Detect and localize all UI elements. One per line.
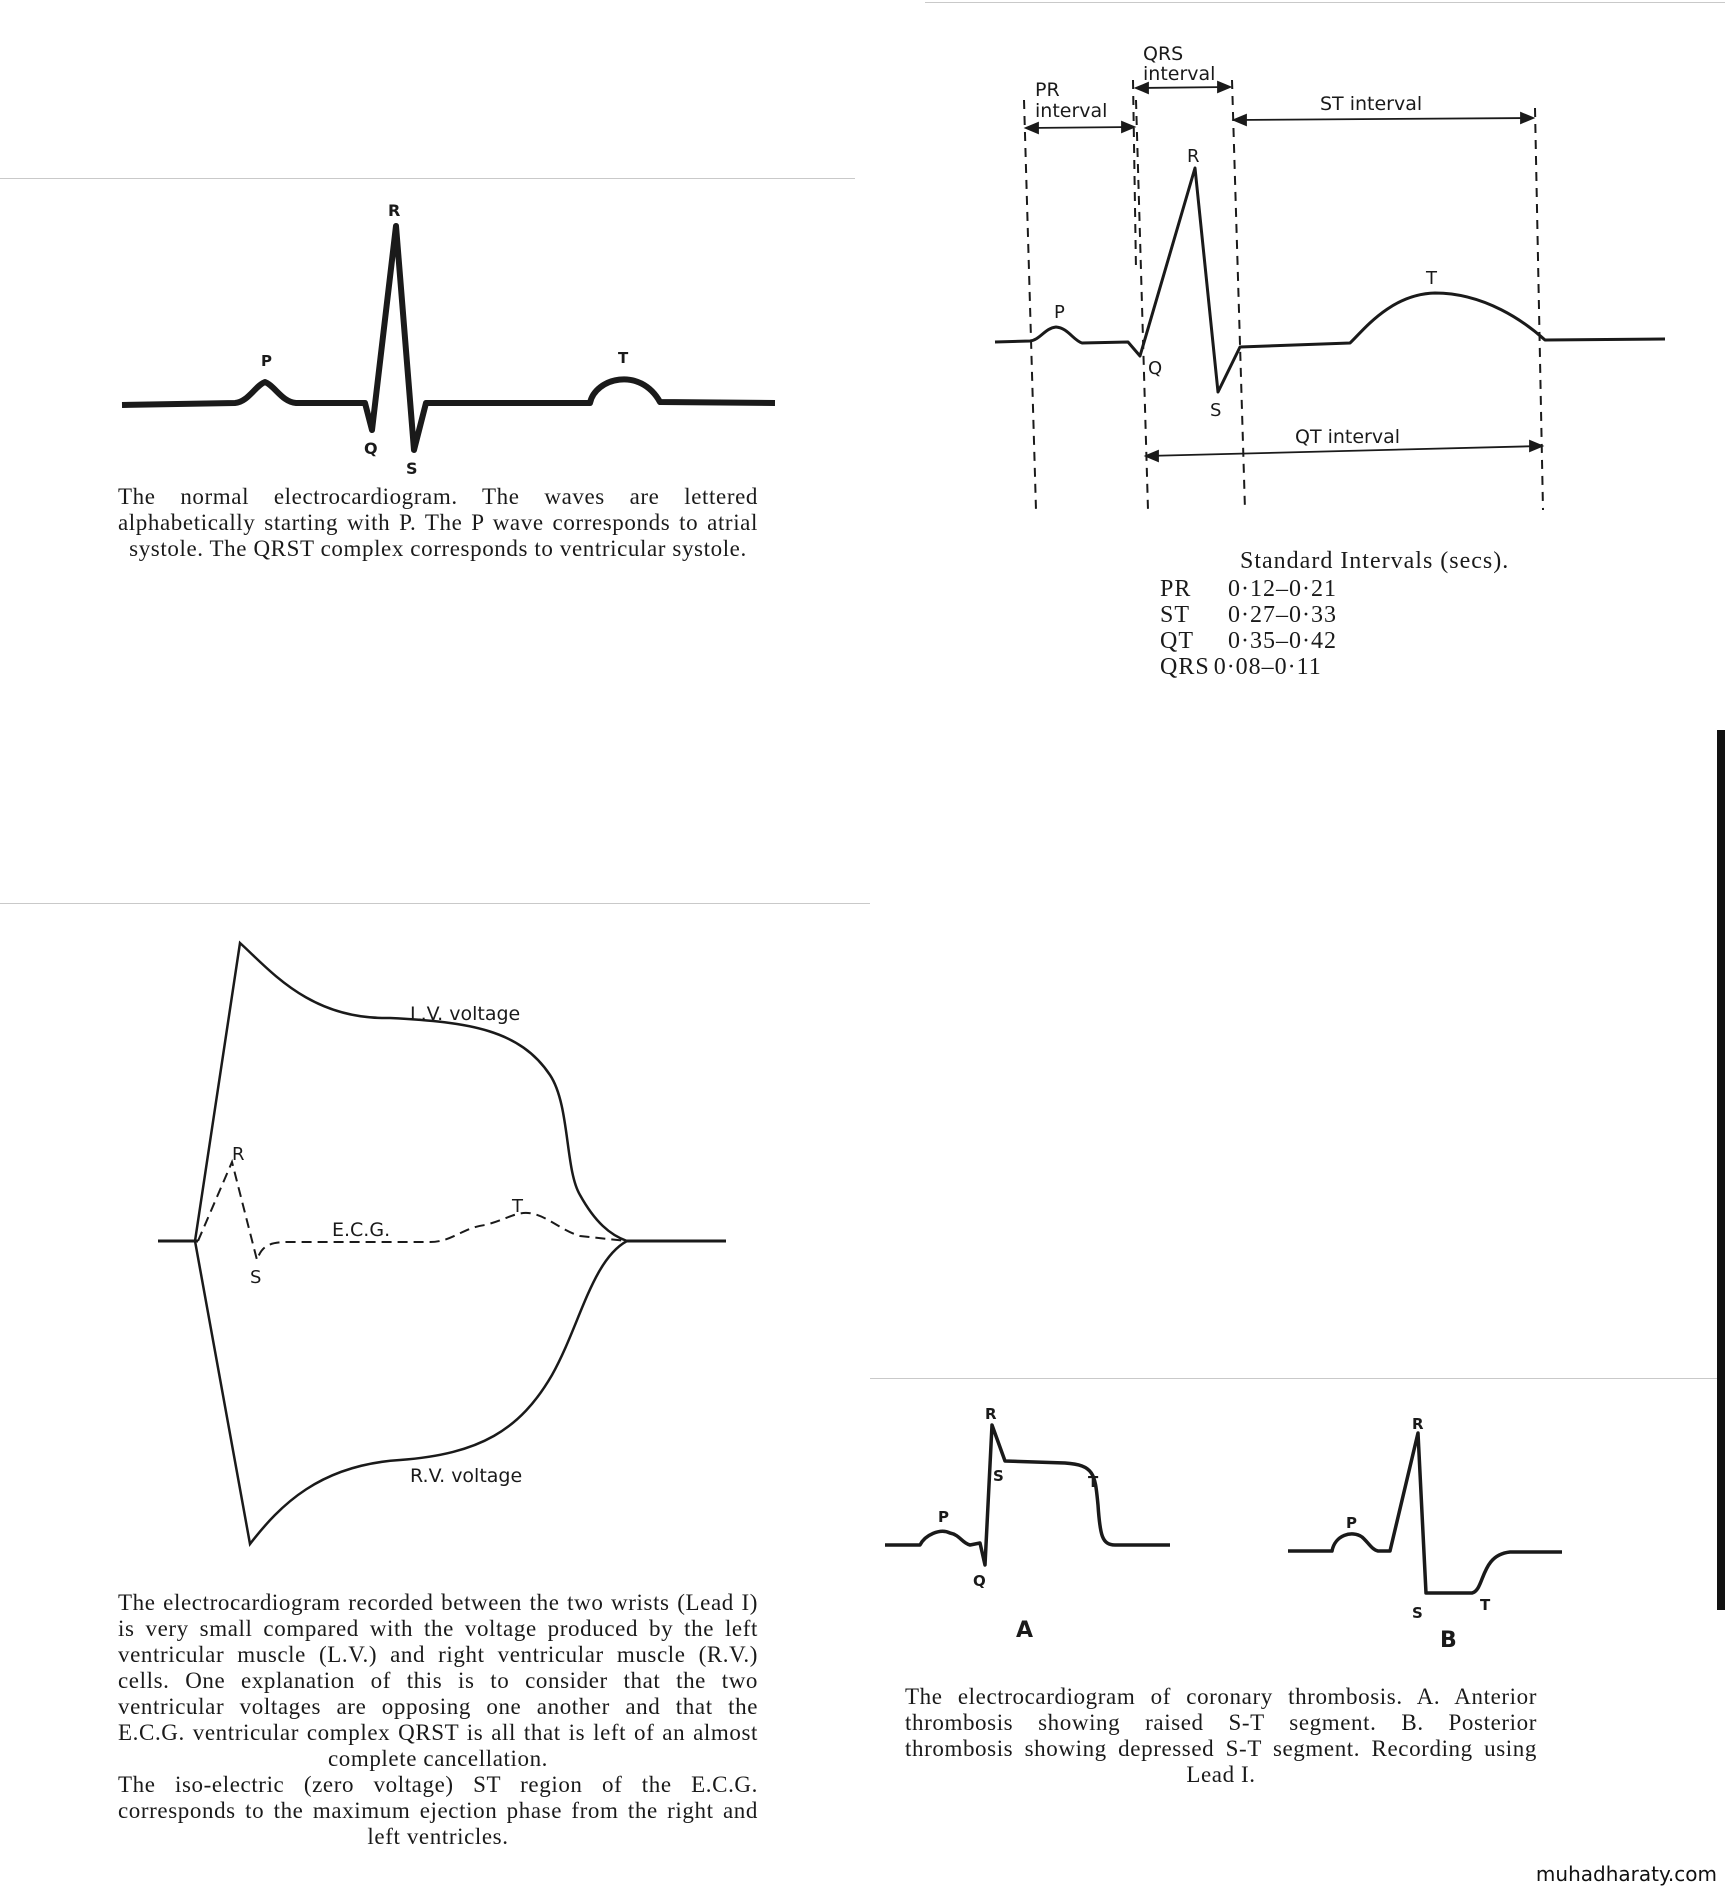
- trace-a-label-t: T: [1088, 1473, 1099, 1491]
- interval-row-value: 0·27–0·33: [1228, 602, 1337, 628]
- thrombosis-diagram: [870, 1395, 1700, 1665]
- lv-voltage-label: L.V. voltage: [410, 1003, 521, 1025]
- thrombosis-caption: The electrocardiogram of coronary thrombosis. A. Anterior thrombosis showing raised S-T segment. B. Posterior thrombosis showing depressed S-T segment. Recording using Lead I.: [905, 1684, 1537, 1787]
- interval-label-qrs-line1: QRS: [1143, 43, 1184, 65]
- voltage-caption-paragraph-2: The iso-electric (zero voltage) ST region of the E.C.G. corresponds to the maximum ejection phase from the right and left ventricles.: [118, 1772, 758, 1849]
- interval-row-pr: [1160, 576, 1509, 602]
- cutline-top-right: [925, 2, 1725, 3]
- interval-label-t: T: [1426, 268, 1437, 289]
- voltage-label-r: R: [232, 1144, 245, 1165]
- interval-label-pr-line1: PR: [1035, 79, 1060, 101]
- trace-b-label-s: S: [1412, 1604, 1423, 1622]
- trace-b-label-r: R: [1412, 1415, 1424, 1433]
- interval-label-st: ST interval: [1320, 93, 1423, 115]
- interval-label-pr-line2: interval: [1035, 100, 1108, 122]
- lv-voltage-curve: [195, 943, 627, 1241]
- interval-row-name: QT: [1160, 628, 1194, 654]
- scan-edge-bar: [1717, 730, 1725, 1610]
- trace-a-label-s: S: [993, 1467, 1004, 1485]
- interval-row-name: QRS: [1160, 654, 1210, 680]
- voltage-label-s: S: [250, 1267, 262, 1288]
- interval-row-name: ST: [1160, 602, 1191, 628]
- interval-row-qt: [1160, 628, 1509, 654]
- rv-voltage-label: R.V. voltage: [410, 1465, 523, 1487]
- interval-row-value: 0·12–0·21: [1228, 576, 1337, 602]
- interval-label-s: S: [1210, 400, 1222, 421]
- trace-a-label-r: R: [985, 1405, 997, 1423]
- normal-ecg-trace: [122, 226, 775, 450]
- trace-a-label-p: P: [938, 1508, 949, 1526]
- interval-arrows: [1026, 82, 1542, 461]
- watermark: muhadharaty.com: [1535, 1862, 1717, 1886]
- thrombosis-trace-b: [1288, 1433, 1562, 1593]
- trace-a-letter: A: [1016, 1618, 1034, 1643]
- interval-row-value: 0·35–0·42: [1228, 628, 1337, 654]
- thrombosis-trace-a: [885, 1425, 1170, 1565]
- interval-label-qt: QT interval: [1295, 426, 1401, 448]
- interval-diagram: [990, 40, 1680, 510]
- normal-label-q: Q: [364, 439, 378, 458]
- trace-b-label-p: P: [1346, 1514, 1357, 1532]
- ventricular-voltage-caption: [118, 1590, 758, 1850]
- interval-label-qrs-line2: interval: [1143, 63, 1216, 85]
- ecg-label: E.C.G.: [332, 1219, 391, 1241]
- normal-label-t: T: [618, 349, 629, 367]
- standard-intervals-heading: Standard Intervals (secs).: [1240, 548, 1510, 574]
- voltage-caption-paragraph-1: The electrocardiogram recorded between the two wrists (Lead I) is very small compared with the voltage produced by the left ventricular muscle (L.V.) and right ventricular muscle (R.V.) cells. One explanation of this is to consider that the two ventricular voltages are opposing one another and that the E.C.G. ventricular complex QRST is all that is left of an almost complete cancellation.: [118, 1590, 758, 1771]
- trace-a-label-q: Q: [973, 1572, 986, 1590]
- interval-row-value: 0·08–0·11: [1213, 654, 1322, 680]
- interval-label-q: Q: [1148, 358, 1163, 379]
- ecg-dashed-trace: [198, 1162, 627, 1260]
- trace-b-label-t: T: [1480, 1596, 1491, 1614]
- trace-b-letter: B: [1440, 1628, 1457, 1653]
- voltage-label-t: T: [512, 1196, 523, 1217]
- normal-label-r: R: [388, 201, 401, 220]
- interval-label-r: R: [1187, 146, 1200, 167]
- normal-ecg-caption: The normal electrocardiogram. The waves are lettered alphabetically starting with P. The P wave corresponds to atrial systole. The QRST complex corresponds to ventricular systole.: [118, 484, 758, 561]
- interval-row-st: [1160, 602, 1509, 628]
- interval-label-p: P: [1054, 302, 1065, 323]
- cutline-bottom-right: [870, 1378, 1725, 1379]
- standard-intervals-table: [1160, 548, 1509, 680]
- interval-row-qrs: [1160, 654, 1509, 680]
- cutline-top-left: [0, 178, 855, 179]
- normal-label-p: P: [261, 352, 272, 370]
- cutline-mid-left: [0, 903, 870, 904]
- interval-ecg-trace: [995, 168, 1665, 392]
- interval-row-name: PR: [1160, 576, 1192, 602]
- ventricular-voltage-diagram: [140, 930, 740, 1550]
- normal-ecg-diagram: [0, 190, 860, 480]
- normal-label-s: S: [406, 459, 418, 478]
